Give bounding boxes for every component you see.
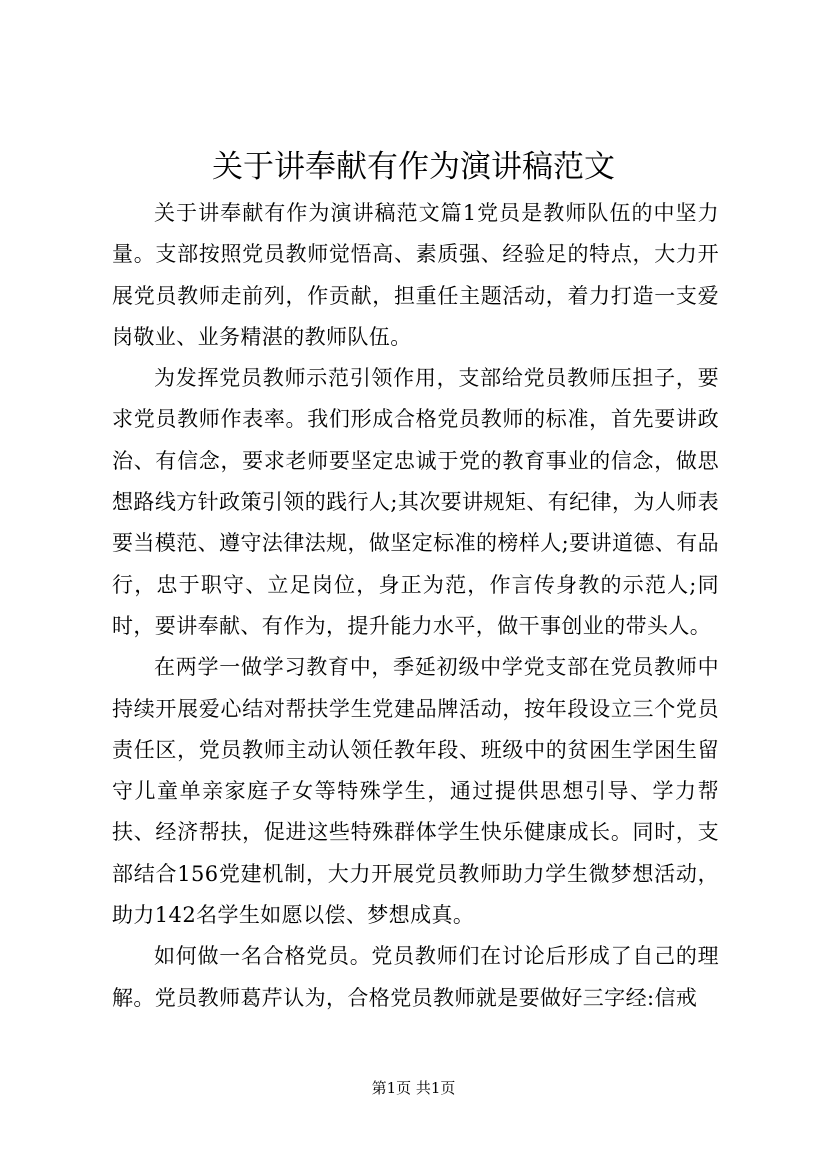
document-body — [112, 193, 719, 1019]
paragraph-3: 在两学一做学习教育中，季延初级中学党支部在党员教师中持续开展爱心结对帮扶学生党建品牌活动，按年段设立三个党员责任区，党员教师主动认领任教年段、班级中的贫困生学困生留守儿童单亲家庭子女等特殊学生，通过提供思想引导、学力帮扶、经济帮扶，促进这些特殊群体学生快乐健康成长。同时，支部结合156党建机制，大力开展党员教师助力学生微梦想活动，助力142名学生如愿以偿、梦想成真。 — [112, 655, 719, 928]
paragraph-2: 为发挥党员教师示范引领作用，支部给党员教师压担子，要求党员教师作表率。我们形成合格党员教师的标准，首先要讲政治、有信念，要求老师要坚定忠诚于党的教育事业的信念，做思想路线方针政策引领的践行人;其次要讲规矩、有纪律，为人师表要当模范、遵守法律法规，做坚定标准的榜样人;要讲道德、有品行，忠于职守、立足岗位，身正为范，作言传身教的示范人;同时，要讲奉献、有作为，提升能力水平，做干事创业的带头人。 — [112, 366, 719, 638]
document-title: 关于讲奉献有作为演讲稿范文 — [212, 149, 615, 185]
page-footer: 第1页 共1页 — [371, 1079, 456, 1097]
paragraph-1: 关于讲奉献有作为演讲稿范文篇1党员是教师队伍的中坚力量。支部按照党员教师觉悟高、素质强、经验足的特点，大力开展党员教师走前列，作贡献，担重任主题活动，着力打造一支爱岗敬业、业务精湛的教师队伍。 — [112, 201, 719, 349]
paragraph-4: 如何做一名合格党员。党员教师们在讨论后形成了自己的理解。党员教师葛芹认为，合格党员教师就是要做好三字经:信戒 — [112, 944, 719, 1010]
